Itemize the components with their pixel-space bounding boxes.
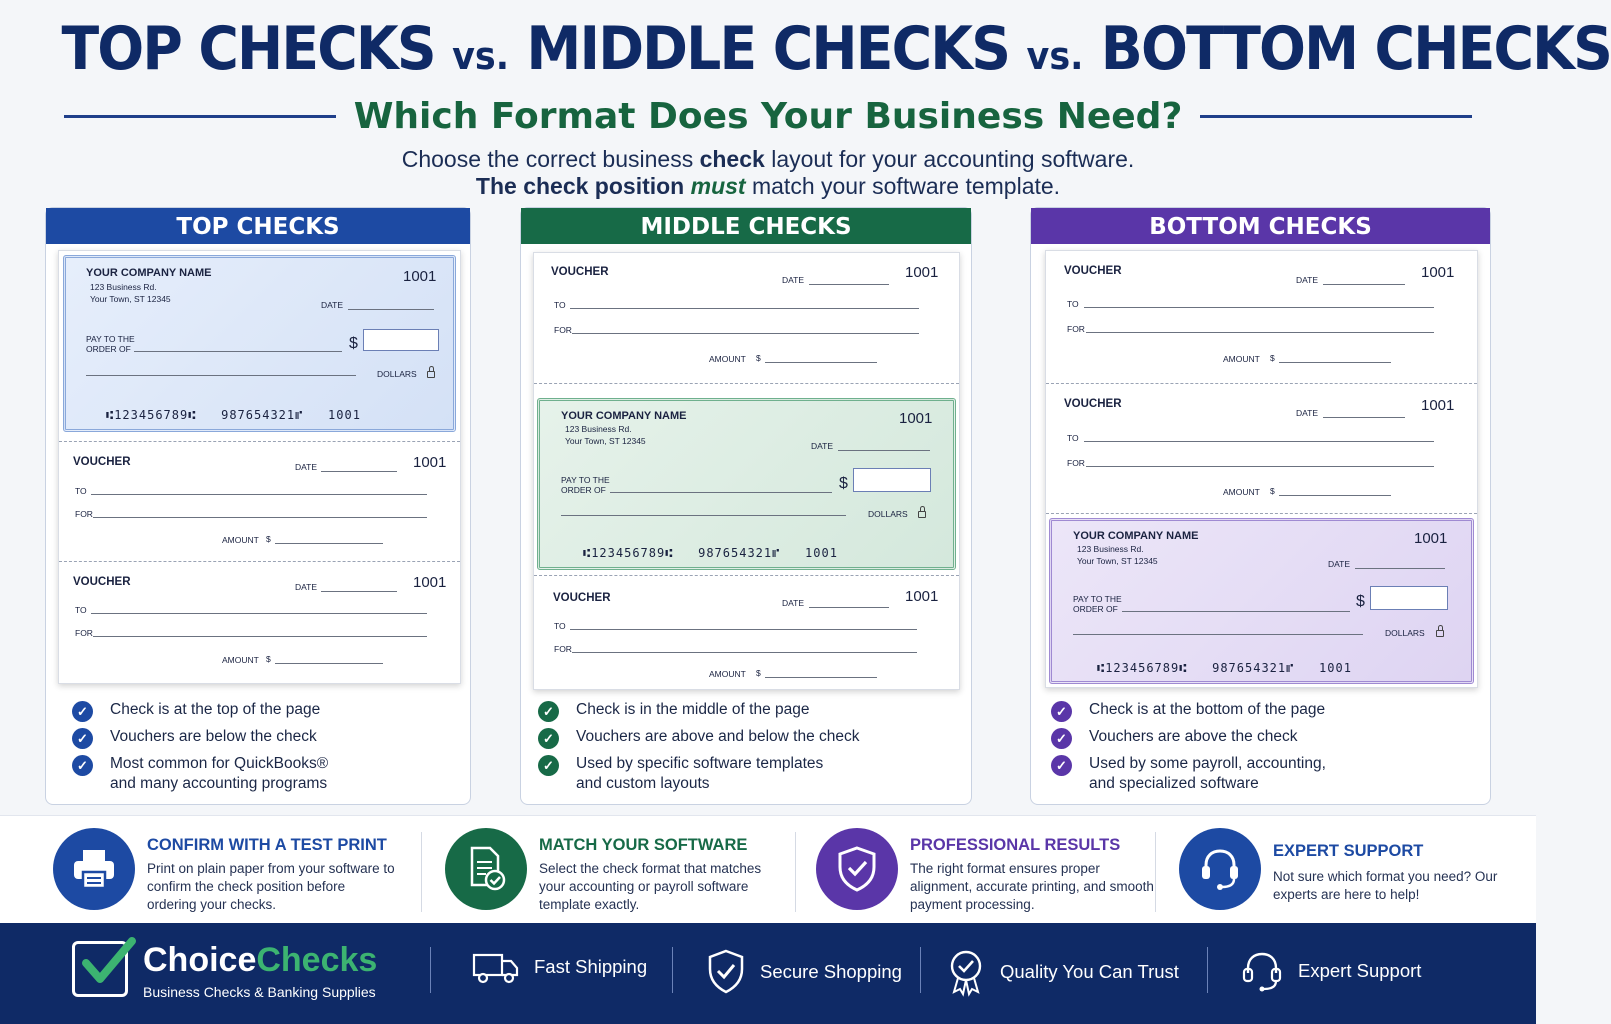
micr-account: 987654321⑈ — [1212, 661, 1295, 675]
to-line — [91, 613, 427, 614]
checkmark-icon: ✓ — [72, 701, 93, 722]
amount-line — [275, 663, 383, 664]
voucher — [534, 575, 959, 691]
amount-box — [363, 329, 439, 351]
voucher — [59, 561, 460, 685]
footer-item-secure-shopping — [706, 949, 902, 995]
shield-check-icon — [706, 949, 746, 995]
list-item — [1051, 700, 1326, 720]
title-vs: vs. — [1026, 34, 1084, 78]
title-vs: vs. — [452, 34, 510, 78]
intro-text-bold: The check position — [475, 173, 691, 199]
feature-title: CONFIRM WITH A TEST PRINT — [147, 836, 387, 854]
voucher — [534, 253, 959, 383]
panel-top-checks — [45, 207, 471, 805]
to-line — [1084, 307, 1434, 308]
checkmark-icon: ✓ — [538, 728, 559, 749]
logo-check-icon — [78, 935, 138, 989]
amount-label: AMOUNT — [222, 535, 259, 545]
feature-list — [72, 700, 328, 801]
checkmark-icon: ✓ — [1051, 755, 1072, 776]
payee-line — [1122, 611, 1350, 612]
list-item — [1051, 727, 1326, 747]
footer-item-label: Secure Shopping — [760, 961, 902, 982]
bullet-text: Most common for QuickBooks® — [110, 755, 329, 772]
amount-line — [1279, 362, 1391, 363]
micr-routing: ⑆123456789⑆ — [583, 546, 674, 560]
subtitle: Which Format Does Your Business Need? — [353, 96, 1183, 137]
date-line — [809, 284, 889, 285]
pay-to-label: PAY TO THE — [86, 334, 135, 344]
intro-text-bold: check — [699, 146, 765, 172]
brand-tagline: Business Checks & Banking Supplies — [143, 984, 376, 1000]
to-label: TO — [75, 605, 87, 615]
checkmark-icon: ✓ — [1051, 701, 1072, 722]
feature-description: Print on plain paper from your software to confirm the check position before ordering your checks. — [147, 861, 395, 912]
voucher-label: VOUCHER — [553, 592, 611, 604]
divider — [672, 947, 673, 993]
amount-label: AMOUNT — [1223, 487, 1260, 497]
brand-name[interactable] — [143, 941, 377, 980]
list-item — [72, 727, 328, 747]
date-line — [1323, 284, 1405, 285]
voucher-number: 1001 — [1421, 397, 1455, 414]
list-item — [1051, 754, 1326, 794]
bullet-text: and specialized software — [1089, 775, 1259, 792]
date-line — [321, 471, 397, 472]
dollar-sign: $ — [839, 475, 848, 492]
intro-text-part: match your software template. — [745, 173, 1061, 199]
company-address: Your Town, ST 12345 — [90, 294, 171, 304]
amount-box — [1370, 586, 1448, 610]
check-number: 1001 — [1414, 530, 1448, 547]
company-name: YOUR COMPANY NAME — [1073, 530, 1199, 542]
micr-check-number: 1001 — [328, 408, 361, 422]
to-label: TO — [554, 300, 566, 310]
bullet-text: and many accounting programs — [110, 775, 328, 792]
amount-line — [275, 543, 383, 544]
check-section — [1046, 513, 1477, 689]
micr-routing: ⑆123456789⑆ — [1097, 661, 1188, 675]
dollar-sign: $ — [1270, 486, 1275, 496]
list-item — [538, 754, 860, 794]
payee-line — [610, 492, 832, 493]
amount-words-line — [561, 515, 846, 516]
voucher-number: 1001 — [905, 588, 939, 605]
intro-text-part: Choose the correct business — [401, 146, 700, 172]
check-sheet — [58, 250, 461, 684]
date-label: DATE — [295, 582, 318, 592]
company-address: 123 Business Rd. — [90, 282, 157, 292]
to-label: TO — [1067, 433, 1079, 443]
panel-middle-checks — [520, 207, 972, 805]
bullet-text: Check is in the middle of the page — [576, 701, 810, 718]
title-top-checks: TOP CHECKS — [61, 14, 435, 84]
to-label: TO — [75, 486, 87, 496]
page-title — [61, 14, 1611, 84]
pay-to-label: ORDER OF — [1073, 604, 1118, 614]
to-label: TO — [554, 621, 566, 631]
company-address: Your Town, ST 12345 — [1077, 556, 1158, 566]
dollar-sign: $ — [1356, 593, 1365, 610]
divider — [421, 832, 422, 912]
amount-label: AMOUNT — [709, 354, 746, 364]
date-label: DATE — [782, 598, 805, 608]
check-sheet — [1045, 250, 1478, 688]
dollars-label: DOLLARS — [868, 509, 908, 519]
for-label: FOR — [554, 325, 572, 335]
for-label: FOR — [554, 644, 572, 654]
list-item — [72, 754, 328, 794]
amount-label: AMOUNT — [1223, 354, 1260, 364]
micr-line — [583, 546, 838, 560]
divider — [795, 832, 796, 912]
date-line — [321, 591, 397, 592]
amount-line — [765, 362, 877, 363]
date-label: DATE — [811, 441, 834, 451]
list-item — [538, 727, 860, 747]
to-label: TO — [1067, 299, 1079, 309]
checkmark-icon: ✓ — [72, 728, 93, 749]
footer-item-fast-shipping — [472, 949, 647, 985]
micr-account: 987654321⑈ — [698, 546, 781, 560]
bullet-text: Vouchers are above and below the check — [576, 728, 860, 745]
intro-text-part: layout for your accounting software. — [764, 146, 1135, 172]
date-label: DATE — [782, 275, 805, 285]
award-ribbon-icon — [946, 949, 986, 995]
brand-name-part: Checks — [256, 941, 378, 979]
headset-icon — [1179, 828, 1261, 910]
feature-list — [538, 700, 860, 801]
for-line — [93, 636, 427, 637]
divider — [64, 115, 336, 118]
dollar-sign: $ — [266, 534, 271, 544]
footer-item-label: Quality You Can Trust — [1000, 961, 1179, 982]
voucher-number: 1001 — [905, 264, 939, 281]
date-line — [809, 607, 889, 608]
shield-check-icon — [816, 828, 898, 910]
to-line — [570, 308, 919, 309]
lock-icon — [1436, 630, 1444, 637]
amount-label: AMOUNT — [222, 655, 259, 665]
checkmark-icon: ✓ — [538, 755, 559, 776]
title-middle-checks: MIDDLE CHECKS — [526, 14, 1010, 84]
divider — [430, 947, 431, 993]
dollar-sign: $ — [266, 654, 271, 664]
bullet-text: Used by some payroll, accounting, — [1089, 755, 1326, 772]
date-line — [838, 450, 930, 451]
panel-title: TOP CHECKS — [46, 208, 470, 244]
truck-icon — [472, 949, 520, 985]
date-label: DATE — [295, 462, 318, 472]
check-number: 1001 — [899, 410, 933, 427]
footer-item-label: Fast Shipping — [534, 956, 648, 977]
dollar-sign: $ — [756, 353, 761, 363]
amount-line — [765, 677, 877, 678]
for-label: FOR — [1067, 324, 1085, 334]
micr-routing: ⑆123456789⑆ — [106, 408, 197, 422]
intro-text — [0, 146, 1536, 200]
for-line — [572, 333, 919, 334]
feature-title: PROFESSIONAL RESULTS — [910, 836, 1121, 854]
checkmark-icon: ✓ — [538, 701, 559, 722]
dollar-sign: $ — [756, 668, 761, 678]
date-line — [1323, 417, 1405, 418]
company-address: 123 Business Rd. — [1077, 544, 1144, 554]
for-label: FOR — [1067, 458, 1085, 468]
lock-icon — [918, 511, 926, 518]
amount-line — [1279, 495, 1391, 496]
date-label: DATE — [1296, 408, 1319, 418]
divider — [1207, 947, 1208, 993]
feature-description: Select the check format that matches your accounting or payroll software template exactly. — [539, 861, 762, 912]
bullet-text: Check is at the bottom of the page — [1089, 701, 1326, 718]
footer-item-expert-support — [1240, 949, 1421, 993]
amount-box — [853, 468, 931, 492]
lock-icon — [427, 371, 435, 378]
micr-check-number: 1001 — [805, 546, 838, 560]
pay-to-label: ORDER OF — [561, 485, 606, 495]
voucher-label: VOUCHER — [73, 456, 131, 468]
dollar-sign: $ — [349, 335, 358, 352]
dollar-sign: $ — [1270, 353, 1275, 363]
date-label: DATE — [1328, 559, 1351, 569]
feature-description: Not sure which format you need? Our experts are here to help! — [1273, 869, 1498, 902]
divider — [1200, 115, 1472, 118]
bullet-text: Vouchers are below the check — [110, 728, 317, 745]
divider — [1155, 832, 1156, 912]
footer-item-quality — [946, 949, 1179, 995]
bullet-text: Vouchers are above the check — [1089, 728, 1298, 745]
pay-to-label: ORDER OF — [86, 344, 131, 354]
amount-words-line — [86, 375, 356, 376]
micr-line — [106, 408, 361, 422]
footer — [0, 923, 1536, 1024]
date-label: DATE — [1296, 275, 1319, 285]
list-item — [72, 700, 328, 720]
company-address: 123 Business Rd. — [565, 424, 632, 434]
micr-account: 987654321⑈ — [221, 408, 304, 422]
footer-item-label: Expert Support — [1298, 960, 1422, 981]
pay-to-label: PAY TO THE — [561, 475, 610, 485]
intro-text-emphasis: must — [690, 173, 746, 199]
list-item — [538, 700, 860, 720]
company-name: YOUR COMPANY NAME — [561, 410, 687, 422]
voucher — [1046, 383, 1477, 513]
subtitle-row — [64, 96, 1472, 137]
panel-bottom-checks — [1030, 207, 1491, 805]
document-check-icon — [445, 828, 527, 910]
voucher-number: 1001 — [1421, 264, 1455, 281]
voucher — [59, 441, 460, 561]
date-label: DATE — [321, 300, 344, 310]
check — [1049, 518, 1474, 684]
bullet-text: Used by specific software templates — [576, 755, 824, 772]
dollars-label: DOLLARS — [1385, 628, 1425, 638]
to-line — [570, 629, 917, 630]
divider — [920, 947, 921, 993]
bullet-text: Check is at the top of the page — [110, 701, 321, 718]
check — [537, 398, 956, 570]
panel-title: MIDDLE CHECKS — [521, 208, 971, 244]
checkmark-icon: ✓ — [1051, 728, 1072, 749]
check-section — [59, 251, 460, 441]
bullet-text: and custom layouts — [576, 775, 710, 792]
printer-icon — [53, 828, 135, 910]
for-label: FOR — [75, 509, 93, 519]
voucher-number: 1001 — [413, 574, 447, 591]
check — [63, 255, 456, 432]
checkmark-icon: ✓ — [72, 755, 93, 776]
title-bottom-checks: BOTTOM CHECKS — [1100, 14, 1611, 84]
micr-check-number: 1001 — [1319, 661, 1352, 675]
feature-title: MATCH YOUR SOFTWARE — [539, 836, 748, 854]
check-section — [534, 383, 959, 575]
voucher-label: VOUCHER — [1064, 265, 1122, 277]
for-line — [1086, 332, 1434, 333]
for-line — [93, 517, 427, 518]
voucher — [1046, 251, 1477, 383]
feature-title: EXPERT SUPPORT — [1273, 842, 1424, 860]
feature-list — [1051, 700, 1326, 801]
to-line — [91, 494, 427, 495]
for-label: FOR — [75, 628, 93, 638]
dollars-label: DOLLARS — [377, 369, 417, 379]
date-line — [348, 309, 434, 310]
voucher-number: 1001 — [413, 454, 447, 471]
for-line — [1086, 466, 1434, 467]
voucher-label: VOUCHER — [1064, 398, 1122, 410]
amount-label: AMOUNT — [709, 669, 746, 679]
feature-description: The right format ensures proper alignment, accurate printing, and smooth payment processing. — [910, 861, 1154, 912]
to-line — [1084, 441, 1434, 442]
check-sheet — [533, 252, 960, 690]
company-name: YOUR COMPANY NAME — [86, 267, 212, 279]
payee-line — [134, 351, 342, 352]
headset-icon — [1240, 949, 1284, 993]
company-address: Your Town, ST 12345 — [565, 436, 646, 446]
brand-name-part: Choice — [143, 941, 257, 979]
amount-words-line — [1073, 634, 1363, 635]
voucher-label: VOUCHER — [551, 266, 609, 278]
pay-to-label: PAY TO THE — [1073, 594, 1122, 604]
voucher-label: VOUCHER — [73, 576, 131, 588]
panel-title: BOTTOM CHECKS — [1031, 208, 1490, 244]
micr-line — [1097, 661, 1352, 675]
feature-strip — [0, 815, 1536, 923]
for-line — [572, 652, 917, 653]
date-line — [1355, 568, 1445, 569]
check-number: 1001 — [403, 268, 437, 285]
